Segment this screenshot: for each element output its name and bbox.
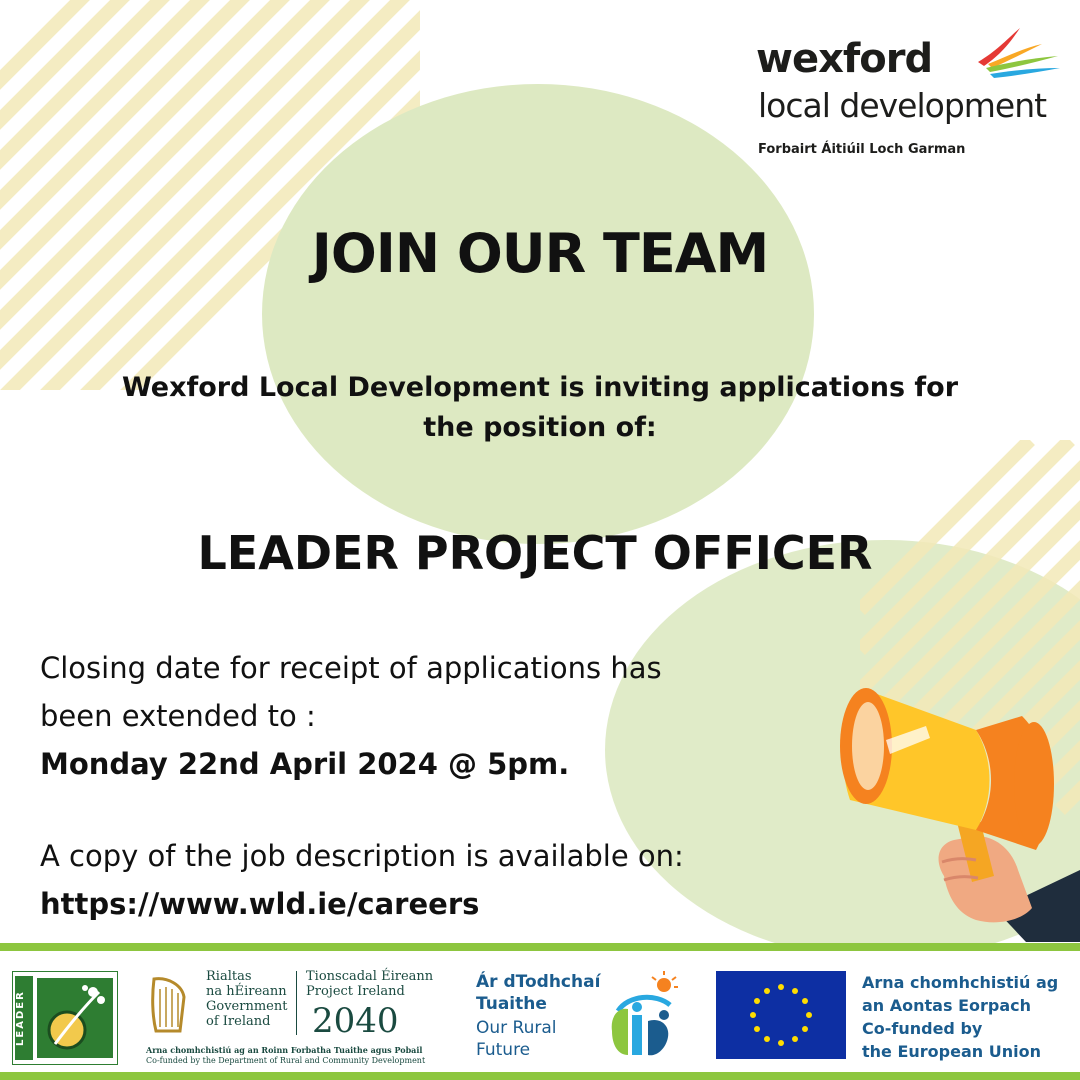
closing-date: Monday 22nd April 2024 @ 5pm. [40,747,570,781]
project-ireland-text: Tionscadal Éireann Project Ireland [306,969,434,999]
footer-bottom-border [0,1072,1080,1080]
eu-flag-icon [716,971,846,1059]
cofunded-dept-english: Co-funded by the Department of Rural and Community Development [146,1056,426,1065]
invitation-line-2: the position of: [423,412,657,443]
careers-link[interactable]: https://www.wld.ie/careers [40,887,480,921]
closing-line-2: been extended to : [40,699,316,733]
footer-top-border [0,943,1080,951]
funders-footer [0,951,1080,1072]
rural-line-3: Our Rural [476,1018,557,1038]
job-description-text: A copy of the job description is available on: [40,839,684,873]
our-rural-future-logo [476,971,696,1066]
cofunded-dept-irish: Arna chomhchistiú ag an Roinn Forbatha Tuaithe agus Pobail [146,1045,423,1055]
government-of-ireland-text: Rialtas na hÉireann Government of Ireland [206,969,288,1029]
logo-irish-subtitle: Forbairt Áitiúil Loch Garman [758,142,966,157]
invitation-text [40,368,1040,448]
logo-subtitle: local development [758,86,1047,125]
closing-date-block [40,644,840,788]
rural-line-2: Tuaithe [476,994,547,1014]
logo-wexford-text: wexford [756,36,933,82]
decorative-circle-top [262,84,814,544]
job-description-block [40,832,860,928]
swoosh-brand-icon [968,20,1060,80]
megaphone-icon [826,680,1080,942]
leader-logo-icon [12,971,118,1065]
project-ireland-year: 2040 [312,1001,399,1041]
position-title: LEADER PROJECT OFFICER [197,526,873,580]
rural-line-1: Ár dTodhchaí [476,972,601,992]
government-project-ireland-logo [146,965,456,1065]
wld-logo [756,36,1066,166]
harp-icon [148,975,188,1035]
gov-divider [296,971,297,1035]
invitation-line-1: Wexford Local Development is inviting applications for [121,372,959,403]
leader-emblem [37,978,113,1058]
closing-line-1: Closing date for receipt of applications has [40,651,662,685]
eu-cofunded-text: Arna chomhchistiú ag an Aontas Eorpach Co-funded by the European Union [862,973,1059,1061]
leader-label: LEADER [15,976,33,1060]
rural-line-4: Future [476,1040,531,1060]
rural-future-icon [604,971,686,1063]
page-title: JOIN OUR TEAM [311,222,769,285]
